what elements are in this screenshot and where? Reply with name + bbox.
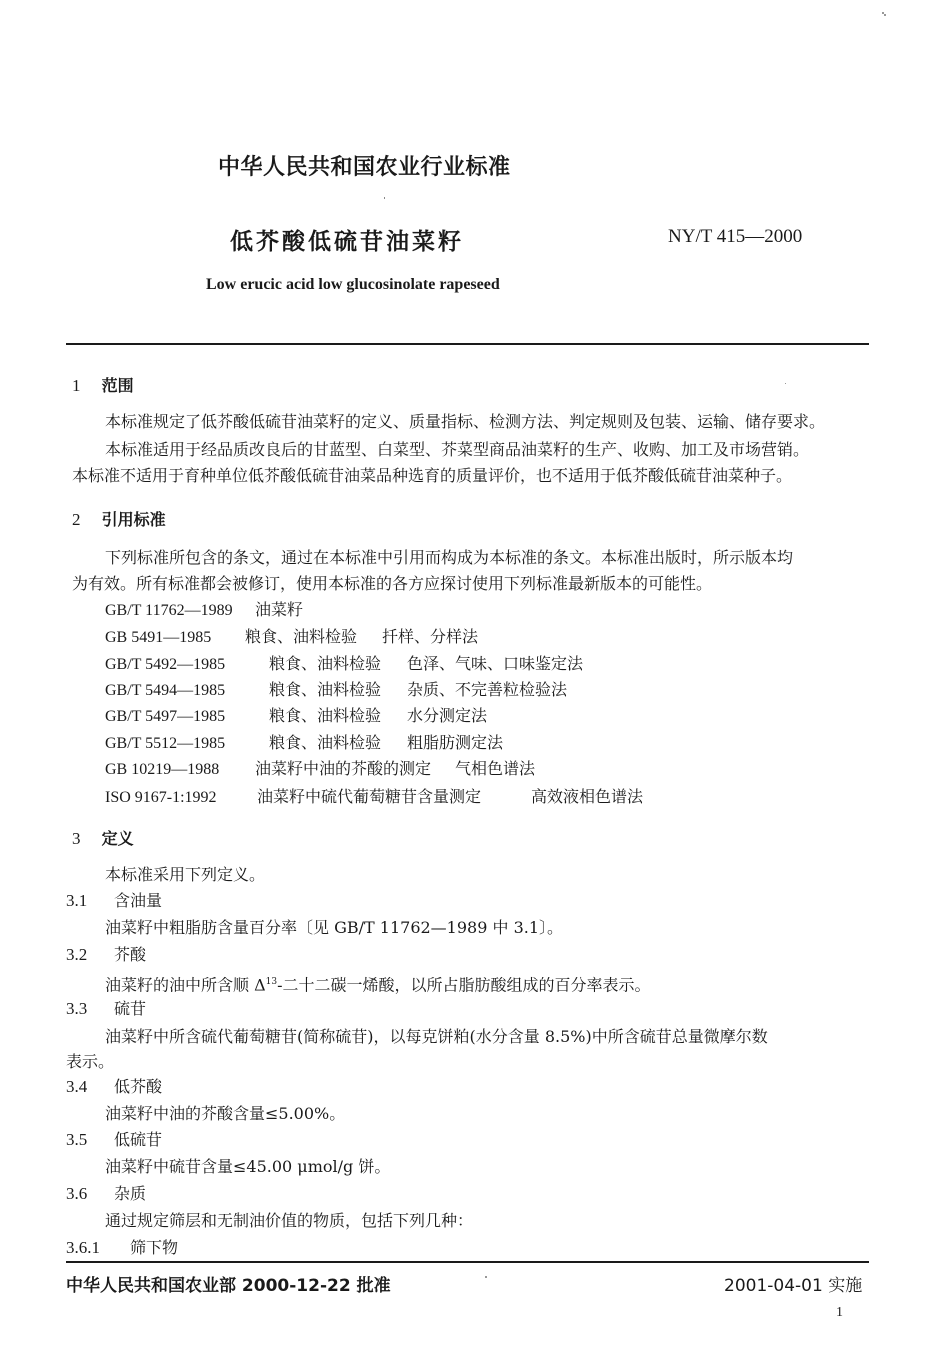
paragraph: 本标准规定了低芥酸低硫苷油菜籽的定义、质量指标、检测方法、判定规则及包装、运输、储存要求。 (105, 412, 826, 431)
reference-code: GB/T 5494—1985 (105, 682, 226, 699)
reference-method: 色泽、气味、口味鉴定法 (407, 654, 584, 673)
reference-subject: 粮食、油料检验 (269, 706, 382, 725)
definition-heading (66, 1239, 178, 1257)
footer-rule (66, 1261, 869, 1263)
definition-heading (66, 892, 162, 910)
definition-term: 低硫苷 (114, 1130, 163, 1149)
definition-number: 3.3 (66, 999, 88, 1018)
scan-speck (485, 1276, 487, 1278)
definition-number: 3.4 (66, 1077, 88, 1096)
reference-code: GB 5491—1985 (105, 629, 212, 646)
definition-heading (66, 1000, 146, 1018)
section-number: 2 (72, 510, 81, 529)
reference-method: 粗脂肪测定法 (407, 733, 504, 752)
reference-item (105, 707, 487, 726)
reference-code: ISO 9167-1:1992 (105, 789, 217, 806)
definition-heading (66, 1131, 162, 1149)
reference-title: 油菜籽 (255, 600, 304, 619)
reference-item (105, 760, 535, 779)
reference-item (105, 601, 303, 620)
definition-text: 油菜籽中所含硫代葡萄糖苷(简称硫苷)，以每克饼粕(水分含量 8.5%)中所含硫苷总量微摩尔数 (105, 1027, 768, 1046)
reference-code: GB/T 5492—1985 (105, 656, 226, 673)
definition-number: 3.1 (66, 891, 88, 910)
definition-term: 硫苷 (114, 999, 147, 1018)
superscript: 13 (265, 977, 278, 987)
reference-item (105, 734, 503, 753)
approval-line: 中华人民共和国农业部 2000-12-22 批准 (66, 1276, 391, 1296)
document-title-english: Low erucic acid low glucosinolate rapeseed (206, 276, 500, 293)
definition-number: 3.6 (66, 1184, 88, 1203)
reference-method: 高效液相色谱法 (531, 787, 644, 806)
scan-speck (884, 14, 886, 16)
definition-text: 表示。 (66, 1052, 115, 1071)
definition-term: 杂质 (114, 1184, 147, 1203)
reference-subject: 粮食、油料检验 (269, 680, 382, 699)
header-rule (66, 343, 869, 345)
paragraph: 本标准采用下列定义。 (105, 865, 266, 884)
definition-text-part: 油菜籽的油中所含顺 Δ (105, 975, 266, 995)
reference-subject: 粮食、油料检验 (245, 627, 358, 646)
reference-method: 气相色谱法 (455, 759, 536, 778)
section-title: 定义 (101, 829, 134, 848)
scan-speck (384, 197, 385, 199)
page-number: 1 (836, 1305, 843, 1320)
paragraph: 本标准不适用于育种单位低芥酸低硫苷油菜品种选育的质量评价，也不适用于低芥酸低硫苷油菜种子。 (72, 466, 793, 485)
reference-method: 杂质、不完善粒检验法 (407, 680, 568, 699)
reference-code: GB/T 5512—1985 (105, 735, 226, 752)
section-number: 1 (72, 376, 81, 395)
definition-number: 3.5 (66, 1130, 88, 1149)
standard-code: NY/T 415—2000 (668, 226, 803, 247)
effective-date: 2001-04-01 实施 (724, 1276, 863, 1296)
reference-item (105, 788, 643, 807)
reference-code: GB 10219—1988 (105, 761, 220, 778)
definition-number: 3.6.1 (66, 1238, 100, 1257)
definition-heading (66, 946, 146, 964)
reference-subject: 油菜籽中油的芥酸的测定 (255, 759, 432, 778)
reference-code: GB/T 11762—1989 (105, 602, 233, 619)
reference-subject: 粮食、油料检验 (269, 654, 382, 673)
definition-term: 低芥酸 (114, 1077, 163, 1096)
reference-item (105, 655, 583, 674)
definition-heading (66, 1078, 162, 1096)
definition-number: 3.2 (66, 945, 88, 964)
definition-text: 油菜籽中粗脂肪含量百分率〔见 GB/T 11762—1989 中 3.1〕。 (105, 918, 564, 937)
definition-text-part: -二十二碳一烯酸，以所占脂肪酸组成的百分率表示。 (277, 975, 651, 995)
definition-term: 筛下物 (130, 1238, 179, 1257)
section-2-heading (72, 507, 166, 530)
section-1-heading (72, 373, 134, 396)
scan-speck (785, 383, 786, 384)
section-title: 引用标准 (101, 510, 166, 529)
definition-text: 油菜籽中油的芥酸含量≤5.00%。 (105, 1104, 346, 1123)
paragraph: 为有效。所有标准都会被修订，使用本标准的各方应探讨使用下列标准最新版本的可能性。 (72, 574, 713, 593)
definition-term: 芥酸 (114, 945, 147, 964)
reference-item (105, 628, 478, 647)
definition-term: 含油量 (114, 891, 163, 910)
reference-subject: 油菜籽中硫代葡萄糖苷含量测定 (257, 787, 482, 806)
definition-text (105, 973, 651, 994)
section-3-heading (72, 826, 134, 849)
document-title: 低芥酸低硫苷油菜籽 (230, 229, 464, 255)
reference-subject: 粮食、油料检验 (269, 733, 382, 752)
section-title: 范围 (101, 376, 134, 395)
definition-text: 油菜籽中硫苷含量≤45.00 μmol/g 饼。 (105, 1157, 391, 1176)
reference-code: GB/T 5497—1985 (105, 708, 226, 725)
definition-heading (66, 1185, 146, 1203)
section-number: 3 (72, 829, 81, 848)
reference-method: 扦样、分样法 (382, 627, 479, 646)
paragraph: 下列标准所包含的条文，通过在本标准中引用而构成为本标准的条文。本标准出版时，所示版本均 (105, 548, 794, 567)
definition-text: 通过规定筛层和无制油价值的物质，包括下列几种： (105, 1211, 474, 1230)
reference-method: 水分测定法 (407, 706, 488, 725)
standard-category: 中华人民共和国农业行业标准 (218, 155, 511, 180)
paragraph: 本标准适用于经品质改良后的甘蓝型、白菜型、芥菜型商品油菜籽的生产、收购、加工及市场营销。 (105, 440, 810, 459)
reference-item (105, 681, 567, 700)
